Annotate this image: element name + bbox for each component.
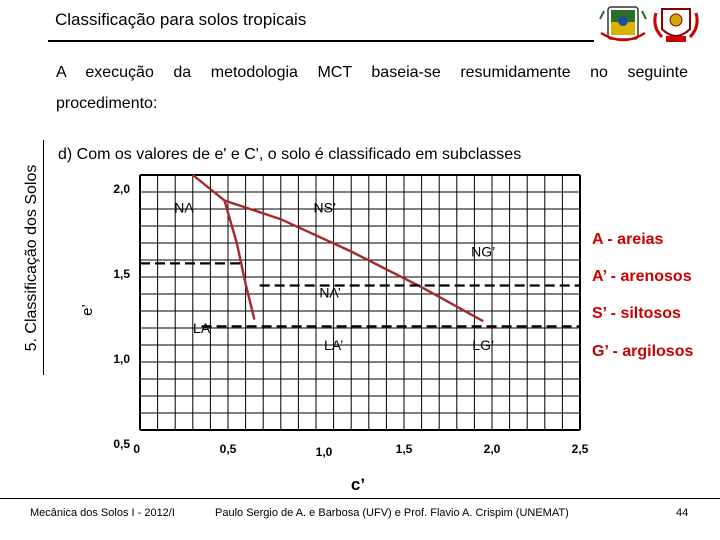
- region-label: LA’: [323, 337, 344, 354]
- legend-item-areias: A - areias: [592, 231, 664, 248]
- intro-text-line-2: procedimento:: [56, 95, 158, 112]
- region-label: NA: [174, 199, 194, 216]
- region-label: LG’: [472, 337, 495, 354]
- page-number: 44: [676, 507, 689, 519]
- region-label: NG’: [471, 243, 496, 260]
- legend-item-argilosos: G’ - argilosos: [592, 343, 694, 360]
- legend-item-arenosos: A’ - arenosos: [592, 268, 692, 285]
- y-tick-label: 1,0: [113, 352, 130, 366]
- x-tick-label: 2,5: [571, 442, 589, 456]
- legend-item-siltosos: S’ - siltosos: [592, 305, 681, 322]
- x-tick-label: 1,0: [315, 445, 333, 459]
- x-tick-label: 1,5: [395, 442, 413, 456]
- class-region-labels: [174, 199, 495, 353]
- footer-authors: Paulo Sergio de A. e Barbosa (UFV) e Prof. Flavio A. Crispim (UNEMAT): [215, 507, 569, 519]
- y-tick-label: 1,5: [113, 267, 130, 281]
- footer-course: Mecânica dos Solos I - 2012/I: [30, 507, 175, 519]
- y-axis-label: e’: [79, 304, 96, 316]
- section-label: 5. Classificação dos Solos: [23, 164, 40, 352]
- class-boundaries: [140, 175, 580, 326]
- x-axis-label: c’: [350, 475, 366, 494]
- chart-grid: [140, 175, 580, 430]
- x-tick-label: 0,5: [219, 442, 237, 456]
- footer-divider: [0, 498, 720, 499]
- region-label: NA’: [319, 284, 341, 301]
- x-tick-label: 0: [133, 442, 140, 456]
- x-tick-label: 2,0: [483, 442, 501, 456]
- slide-title: Classificação para solos tropicais: [55, 10, 307, 29]
- y-tick-label: 2,0: [113, 182, 130, 196]
- region-label: LA: [193, 320, 211, 337]
- step-d-text: d) Com os valores de e' e C', o solo é classificado em subclasses: [58, 146, 522, 163]
- intro-text-line-1: A execução da metodologia MCT baseia-se resumidamente no seguinte: [56, 64, 688, 81]
- region-label: NS’: [313, 199, 337, 216]
- y-tick-label: 0,5: [113, 437, 130, 451]
